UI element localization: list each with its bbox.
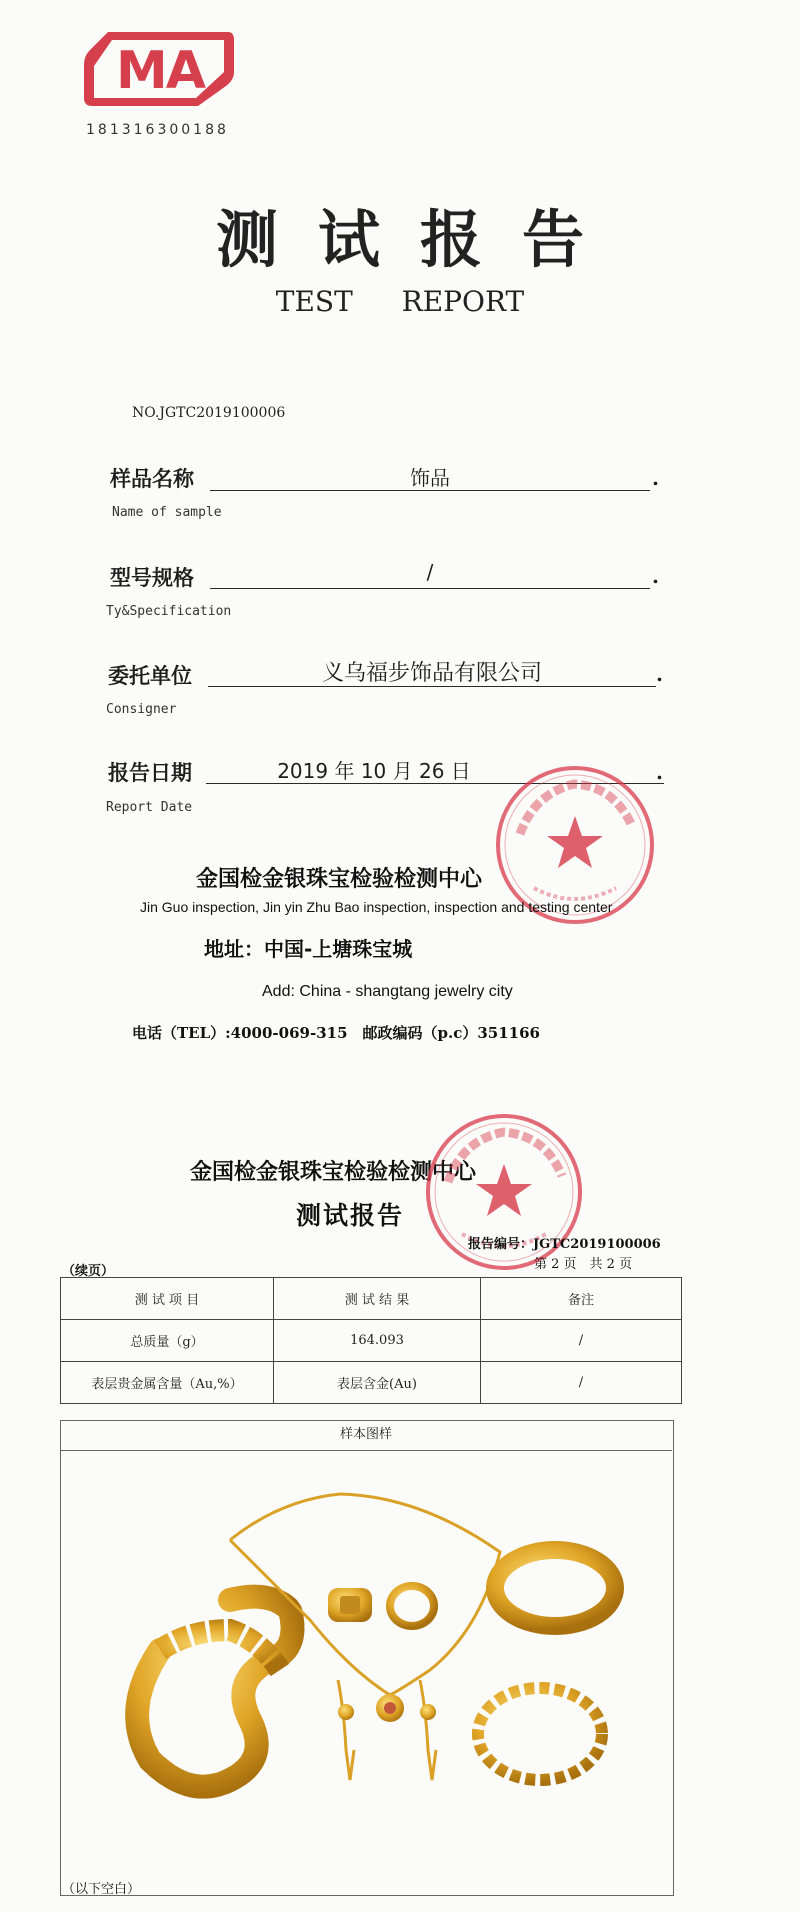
table-header-cell: 备注 [481, 1278, 682, 1320]
field-label-sample-name: 样品名称 [110, 466, 194, 491]
page2-page-info: 第 2 页 共 2 页 [534, 1257, 633, 1272]
table-row [61, 1362, 682, 1404]
end-note: （以下空白） [62, 1882, 141, 1897]
table-cell: 表层贵金属含量（Au,%） [61, 1362, 274, 1404]
table-cell: / [481, 1320, 682, 1362]
jewelry-photo [100, 1480, 640, 1820]
field-sub-sample-name: Name of sample [112, 505, 222, 520]
field-sub-report-date: Report Date [106, 800, 193, 815]
table-header-cell: 测 试 结 果 [274, 1278, 481, 1320]
org-name-en: Jin Guo inspection, Jin yin Zhu Bao inspection, inspection and testing center [140, 899, 613, 915]
field-dot: . [652, 564, 659, 588]
field-value-consigner: 义乌福步饰品有限公司 [321, 661, 542, 686]
org-name-cn: 金国检金银珠宝检验检测中心 [196, 867, 483, 892]
field-dot: . [652, 466, 659, 490]
report-title-cn: 测试报告 [215, 203, 624, 276]
field-dot: . [656, 760, 663, 784]
field-label-consigner: 委托单位 [108, 663, 192, 688]
report-number: NO.JGTC2019100006 [132, 405, 286, 421]
field-label-report-date: 报告日期 [108, 760, 192, 785]
svg-text:MA: MA [116, 41, 204, 101]
cma-logo [78, 26, 238, 110]
table-cell: 总质量（g） [61, 1320, 274, 1362]
field-value-specification: / [426, 560, 434, 584]
page2-title: 测试报告 [296, 1201, 405, 1230]
cma-number: 181316300188 [86, 122, 229, 138]
page2-org-name: 金国检金银珠宝检验检测中心 [190, 1160, 477, 1185]
field-sub-specification: Ty&Specification [106, 604, 232, 619]
field-value-sample-name: 饰品 [410, 466, 450, 490]
continued-label: （续页） [62, 1264, 115, 1279]
field-dot: . [656, 662, 663, 686]
page2-report-number: 报告编号：JGTC2019100006 [468, 1237, 661, 1252]
table-header-cell: 测 试 项 目 [61, 1278, 274, 1320]
org-address-en: Add: China - shangtang jewelry city [262, 983, 513, 1000]
sample-image-title: 样本图样 [60, 1420, 672, 1451]
report-title-en: TEST REPORT [275, 285, 525, 318]
org-contact: 电话（TEL）:4000-069-315 邮政编码（p.c）351166 [132, 1024, 540, 1042]
field-value-report-date: 2019 年 10 月 26 日 [277, 759, 471, 783]
results-table [60, 1277, 682, 1404]
table-header-row [61, 1278, 682, 1320]
org-address-cn: 地址：中国-上塘珠宝城 [204, 937, 413, 961]
table-row [61, 1320, 682, 1362]
table-cell: 表层含金(Au) [274, 1362, 481, 1404]
table-cell: / [481, 1362, 682, 1404]
field-label-specification: 型号规格 [110, 565, 194, 590]
field-sub-consigner: Consigner [106, 702, 177, 717]
table-cell: 164.093 [274, 1320, 481, 1362]
